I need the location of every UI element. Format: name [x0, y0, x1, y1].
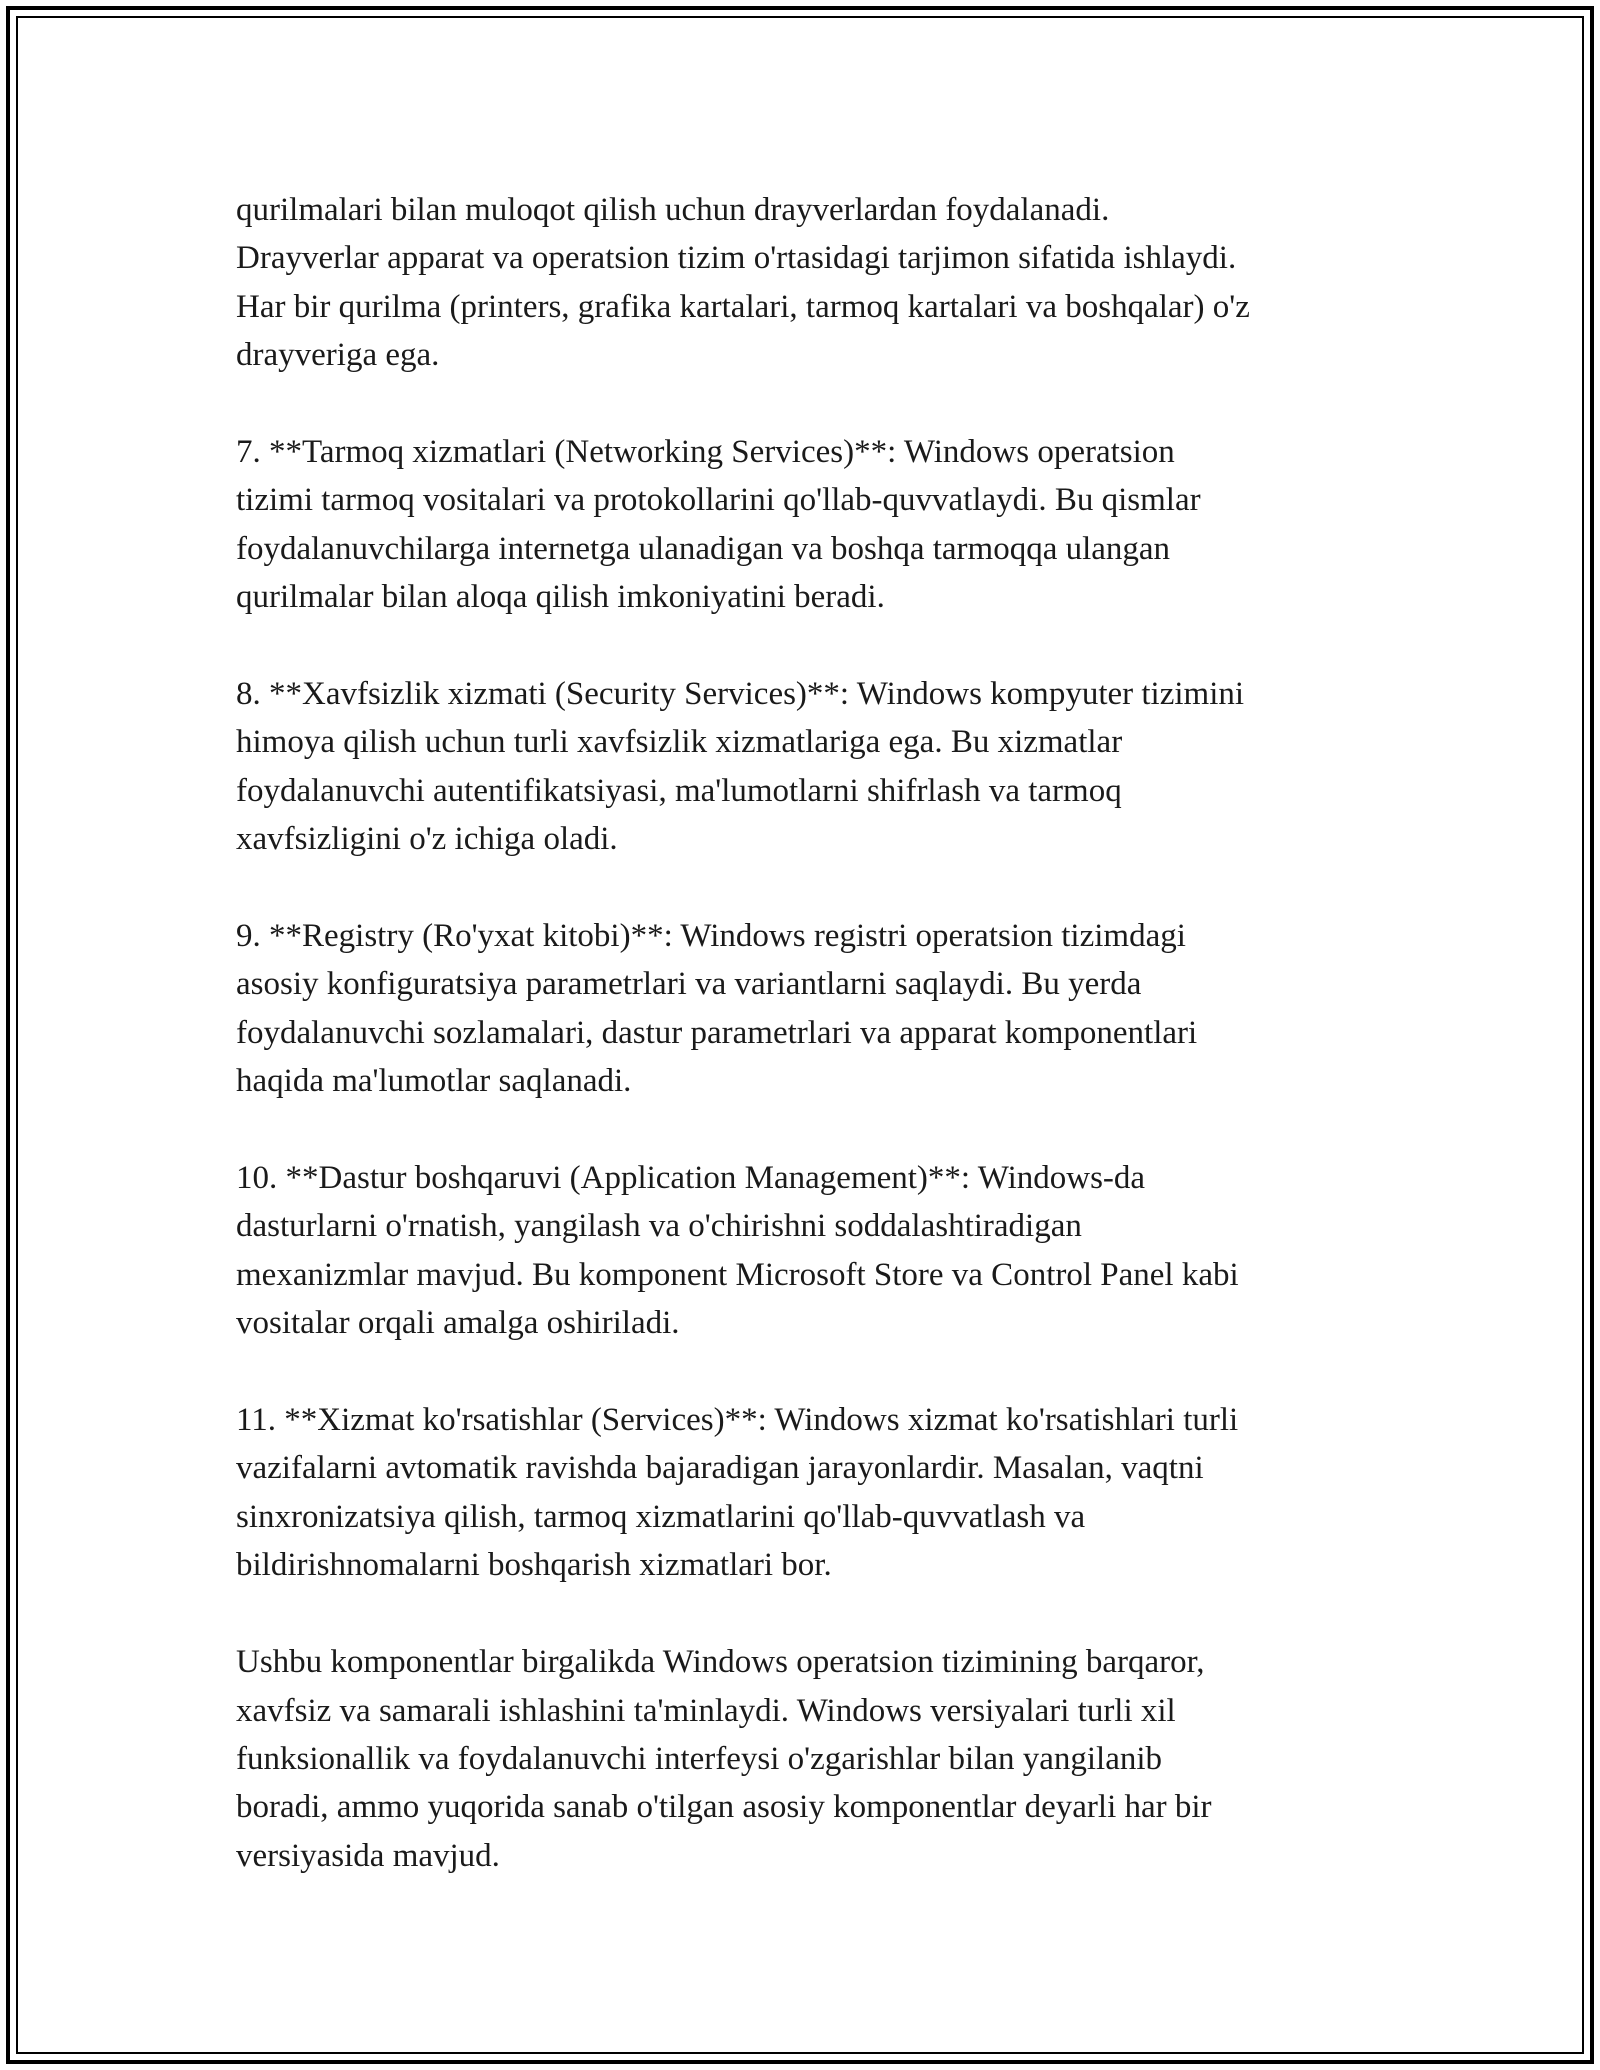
paragraph-services: 11. **Xizmat ko'rsatishlar (Services)**: Windows xizmat ko'rsatishlari turli vazifalarni avtomatik ravishda bajaradigan jarayonlardir. Masalan, vaqtni sinxronizatsiya qilish, tarmoq xizmatlarini qo'llab-quvvatlash va bildirishnomalarni boshqarish xizmatlari bor. — [236, 1402, 1239, 1584]
paragraph-networking-services: 7. **Tarmoq xizmatlari (Networking Services)**: Windows operatsion tizimi tarmoq vositalari va protokollarini qo'llab-quvvatlaydi. Bu qismlar foydalanuvchilarga internetga ulanadigan va boshqa tarmoqqa ulangan qurilmalar bilan aloqa qilish imkoniyatini beradi. — [236, 434, 1201, 616]
paragraph-security-services: 8. **Xavfsizlik xizmati (Security Services)**: Windows kompyuter tizimini himoya qilish uchun turli xavfsizlik xizmatlariga ega. Bu xizmatlar foydalanuvchi autentifikatsiyasi, ma'lumotlarni shifrlash va tarmoq xavfsizligini o'z ichiga oladi. — [236, 676, 1245, 858]
paragraph-registry: 9. **Registry (Ro'yxat kitobi)**: Windows registri operatsion tizimdagi asosiy konfiguratsiya parametrlari va variantlarni saqlaydi. Bu yerda foydalanuvchi sozlamalari, dastur parametrlari va apparat komponentlari haqida ma'lumotlar saqlanadi. — [236, 918, 1198, 1100]
paragraph-drivers-continued: qurilmalari bilan muloqot qilish uchun drayverlardan foydalanadi. Drayverlar apparat va operatsion tizim o'rtasidagi tarjimon sifatida ishlaydi. Har bir qurilma (printers, grafika kartalari, tarmoq kartalari va boshqalar) o'z drayveriga ega. — [236, 192, 1250, 374]
document-body — [236, 186, 1376, 1880]
paragraph-conclusion: Ushbu komponentlar birgalikda Windows operatsion tizimining barqaror, xavfsiz va samarali ishlashini ta'minlaydi. Windows versiyalari turli xil funksionallik va foydalanuvchi interfeysi o'zgarishlar bilan yangilanib boradi, ammo yuqorida sanab o'tilgan asosiy komponentlar deyarli har bir versiyasida mavjud. — [236, 1644, 1212, 1874]
paragraph-application-management: 10. **Dastur boshqaruvi (Application Management)**: Windows-da dasturlarni o'rnatish, yangilash va o'chirishni soddalashtiradigan mexanizmlar mavjud. Bu komponent Microsoft Store va Control Panel kabi vositalar orqali amalga oshiriladi. — [236, 1160, 1239, 1342]
